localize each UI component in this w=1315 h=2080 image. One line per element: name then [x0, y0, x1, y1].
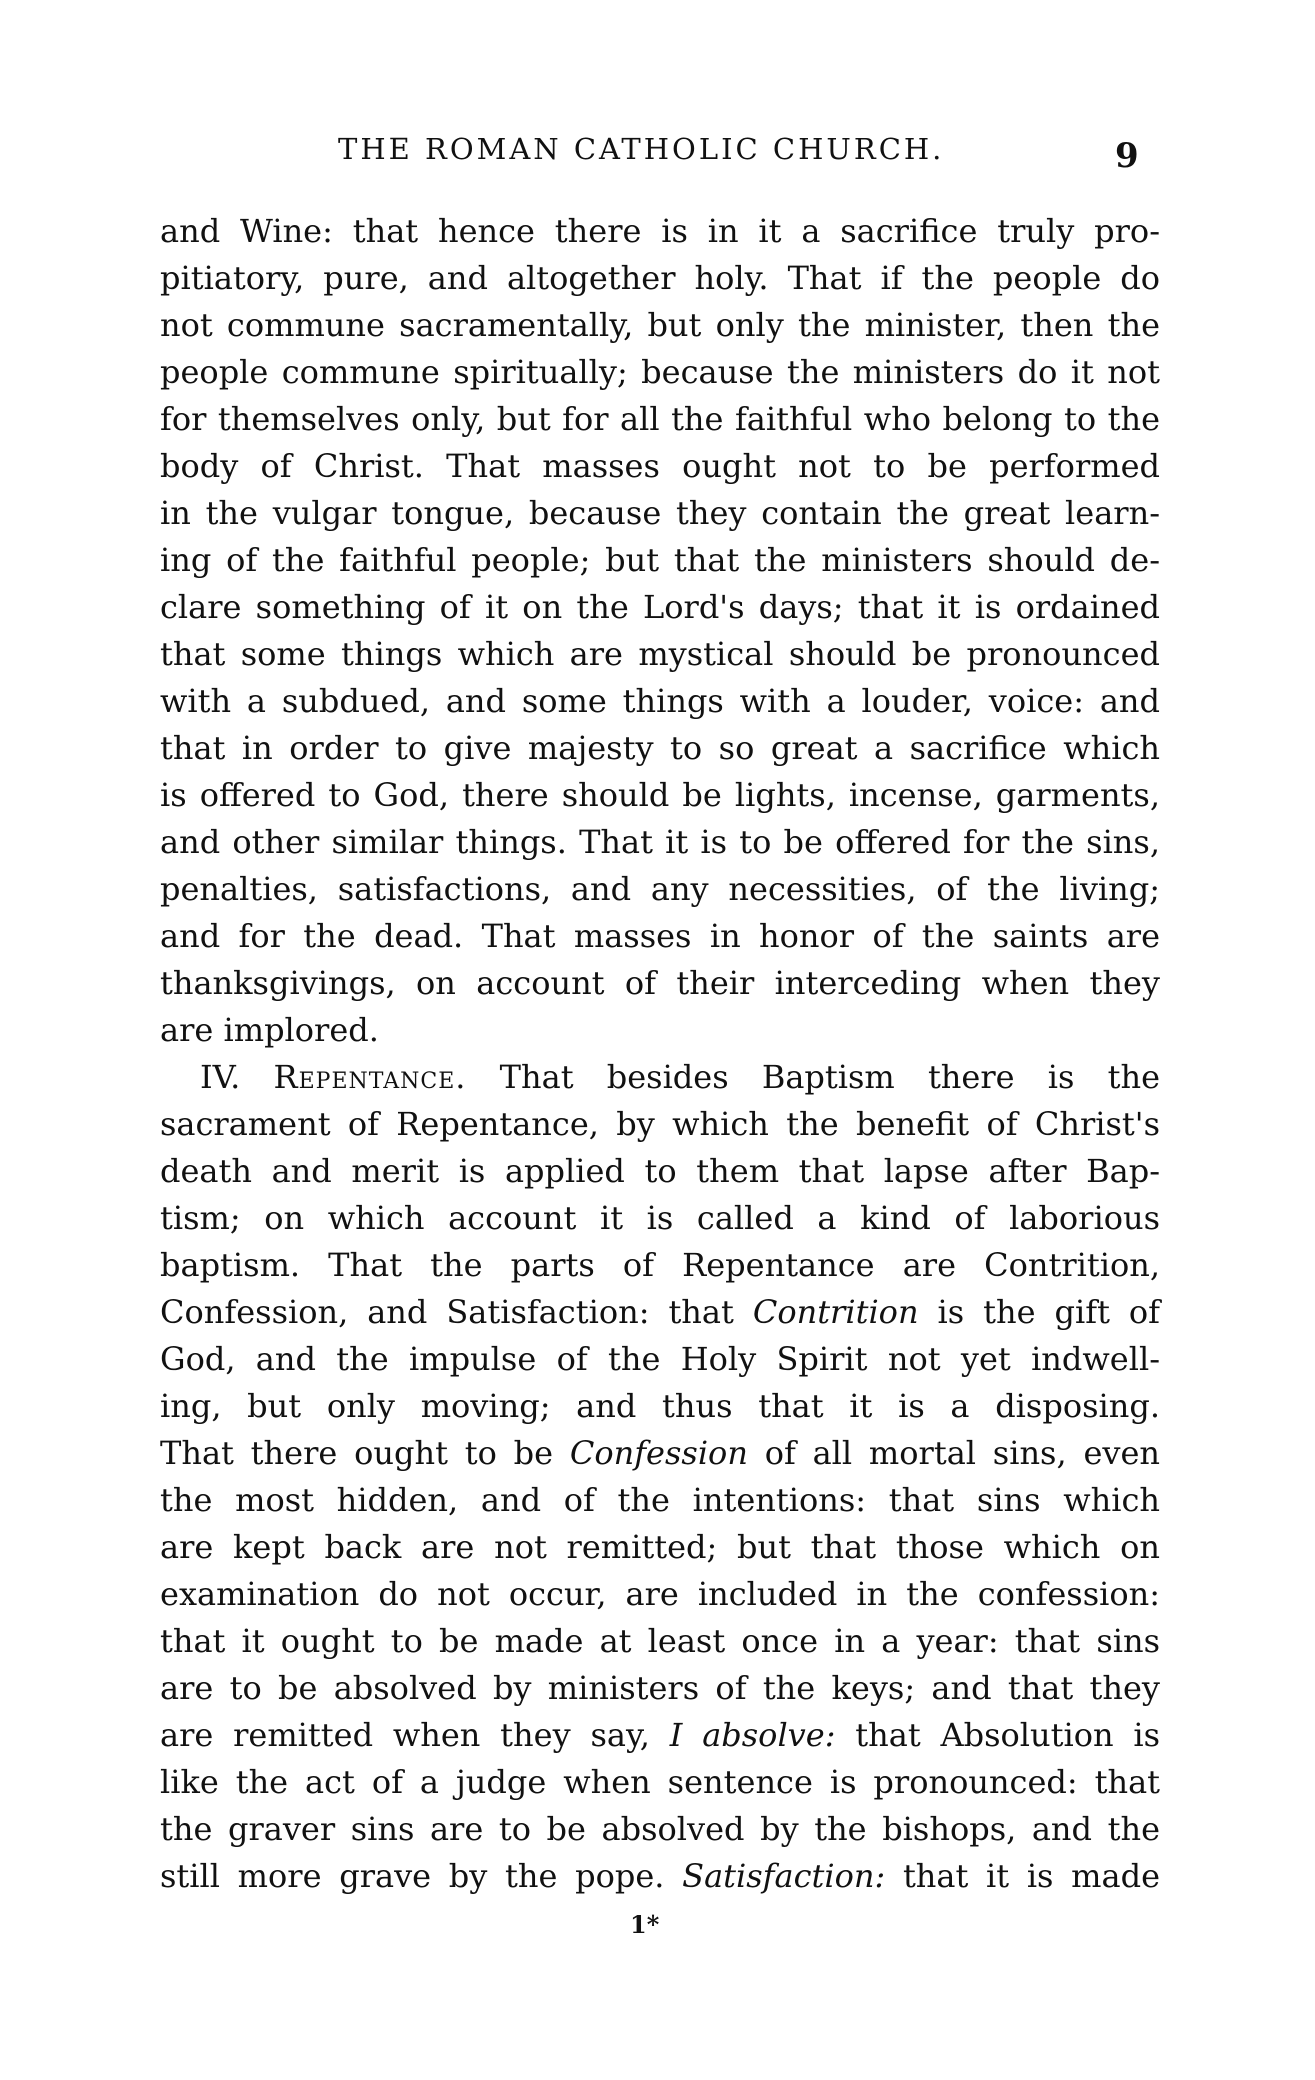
text-line — [160, 1430, 1160, 1477]
text-line: are to be absolved by ministers of the keys; and that they — [160, 1669, 1160, 1707]
text-line — [160, 1853, 1160, 1900]
text-line: and Wine: that hence there is in it a sacrifice truly pro- — [160, 212, 1160, 250]
italic-term: I absolve: — [669, 1716, 836, 1754]
text-line: are implored. — [160, 1011, 379, 1049]
text-line: is offered to God, there should be lights, incense, garments, — [160, 776, 1160, 814]
text-line: that it ought to be made at least once in a year: that sins — [160, 1622, 1160, 1660]
text-line: pitiatory, pure, and altogether holy. That if the people do — [160, 259, 1160, 297]
text-line: penalties, satisfactions, and any necessities, of the living; — [160, 870, 1160, 908]
text-line: examination do not occur, are included in the confession: — [160, 1575, 1160, 1613]
text-run: That there ought to be — [160, 1434, 570, 1472]
text-run: of all mortal sins, even — [747, 1434, 1161, 1472]
section-heading: Repentance. — [273, 1058, 467, 1096]
text-line: tism; on which account it is called a kind of laborious — [160, 1199, 1160, 1237]
text-line: death and merit is applied to them that lapse after Bap- — [160, 1152, 1160, 1190]
text-line: like the act of a judge when sentence is pronounced: that — [160, 1763, 1160, 1801]
italic-term: Confession — [569, 1434, 748, 1472]
text-line: in the vulgar tongue, because they contain the great learn- — [160, 494, 1160, 532]
text-line: that in order to give majesty to so great a sacrifice which — [160, 729, 1160, 767]
section-heading-line — [160, 1054, 1160, 1101]
text-run: that Absolution is — [835, 1716, 1161, 1754]
text-line: are kept back are not remitted; but that those which on — [160, 1528, 1160, 1566]
text-line: not commune sacramentally, but only the minister, then the — [160, 306, 1160, 344]
text-run: is the gift of — [918, 1293, 1161, 1331]
text-line: the most hidden, and of the intentions: that sins which — [160, 1481, 1160, 1519]
text-line: ing, but only moving; and thus that it is a disposing. — [160, 1387, 1160, 1425]
text-line: sacrament of Repentance, by which the benefit of Christ's — [160, 1105, 1160, 1143]
text-line: with a subdued, and some things with a louder, voice: and — [160, 682, 1160, 720]
text-line: God, and the impulse of the Holy Spirit not yet indwell- — [160, 1340, 1160, 1378]
text-line: ing of the faithful people; but that the ministers should de- — [160, 541, 1160, 579]
italic-term: Contrition — [752, 1293, 919, 1331]
text-line: for themselves only, but for all the faithful who belong to the — [160, 400, 1160, 438]
signature-mark: 1* — [630, 1910, 660, 1939]
text-line — [160, 1712, 1160, 1759]
section-numeral: IV. — [200, 1058, 241, 1096]
running-title: THE ROMAN CATHOLIC CHURCH. — [338, 132, 945, 166]
text-run: that it is made — [885, 1857, 1160, 1895]
page-body — [160, 208, 1160, 1900]
text-line: people commune spiritually; because the ministers do it not — [160, 353, 1160, 391]
text-line: that some things which are mystical should be pronounced — [160, 635, 1160, 673]
text-line: and for the dead. That masses in honor of the saints are — [160, 917, 1160, 955]
text-line — [160, 1289, 1160, 1336]
text-line: and other similar things. That it is to be offered for the sins, — [160, 823, 1160, 861]
text-run: still more grave by the pope. — [160, 1857, 683, 1895]
section-heading-rest: That besides Baptism there is the — [499, 1058, 1161, 1096]
page-number: 9 — [1115, 136, 1139, 176]
text-line: body of Christ. That masses ought not to be performed — [160, 447, 1160, 485]
text-line: the graver sins are to be absolved by the bishops, and the — [160, 1810, 1160, 1848]
italic-term: Satisfaction: — [682, 1857, 886, 1895]
text-line: thanksgivings, on account of their interceding when they — [160, 964, 1160, 1002]
text-line: baptism. That the parts of Repentance are Contrition, — [160, 1246, 1160, 1284]
text-run: Confession, and Satisfaction: that — [160, 1293, 753, 1331]
text-line: clare something of it on the Lord's days; that it is ordained — [160, 588, 1160, 626]
text-run: are remitted when they say, — [160, 1716, 670, 1754]
